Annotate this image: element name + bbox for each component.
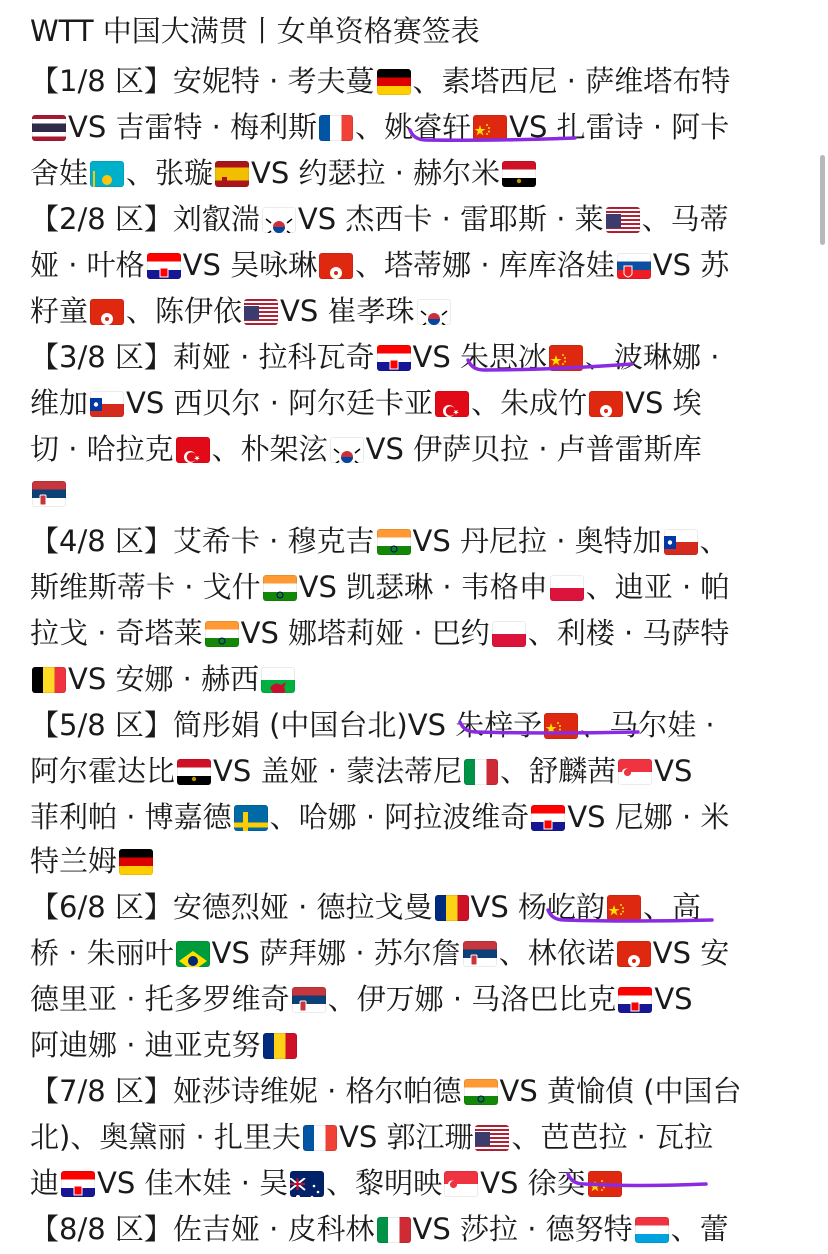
line-text: VS 吴咏琳 [182, 248, 318, 282]
line-text: 、利楼 · 马萨特 [527, 616, 730, 650]
line-text: 、姚睿轩 [355, 110, 472, 144]
line-text: 、朴架泫 [211, 432, 328, 466]
line-text: VS 西贝尔 · 阿尔廷卡亚 [126, 386, 434, 420]
line-text: 、迪亚 · 帕 [585, 570, 730, 604]
line-text: VS 丹尼拉 · 奥特加 [412, 524, 662, 558]
line-text: VS 埃 [625, 386, 702, 420]
line-text: 、伊万娜 · 马洛巴比克 [327, 982, 617, 1016]
line-text: 、素塔西尼 · 萨维塔布特 [412, 64, 731, 98]
line-text: 、朱成竹 [471, 386, 588, 420]
line-text: VS 伊萨贝拉 · 卢普雷斯库 [365, 432, 702, 466]
line-text: 阿尔霍达比 [30, 754, 176, 788]
line-text: 、高 [643, 890, 702, 924]
line-text: 、陈伊依 [126, 294, 243, 328]
line-text: VS 朱思冰 [412, 340, 548, 374]
line-text: 【4/8 区】艾希卡 · 穆克吉 [30, 524, 375, 558]
line-text: VS 杰西卡 · 雷耶斯 · 莱 [297, 202, 604, 236]
line-text: 切 · 哈拉克 [30, 432, 174, 466]
line-text: VS 安娜 · 赫西 [68, 662, 260, 696]
line-text: 、黎明映 [326, 1166, 443, 1200]
line-text: 、哈娜 · 阿拉波维奇 [269, 800, 530, 834]
line-text: 斯维斯蒂卡 · 戈什 [30, 570, 261, 604]
line-text: 【3/8 区】莉娅 · 拉科瓦奇 [30, 340, 375, 374]
line-text: VS 安 [652, 936, 730, 970]
line-text: VS 苏 [652, 248, 730, 282]
line-text: 北)、奥黛丽 · 扎里夫 [30, 1120, 301, 1154]
line-text: 、舒麟茜 [500, 754, 617, 788]
line-text: 桥 · 朱丽叶 [30, 936, 174, 970]
line-text: 德里亚 · 托多罗维奇 [30, 982, 290, 1016]
line-text: VS 尼娜 · 米 [567, 800, 730, 834]
line-text: 迪 [30, 1166, 60, 1200]
line-text: 【6/8 区】安德烈娅 · 德拉戈曼 [30, 890, 433, 924]
line-text: VS 崔孝珠 [280, 294, 415, 328]
line-text: 、蕾 [670, 1212, 729, 1246]
line-text: VS 约瑟拉 · 赫尔米 [251, 156, 501, 190]
line-text: 、张璇 [126, 156, 214, 190]
line-text: VS 莎拉 · 德努特 [412, 1212, 633, 1246]
line-text: 、塔蒂娜 · 库库洛娃 [355, 248, 615, 282]
page-title: WTT 中国大满贯丨女单资格赛签表 [30, 14, 480, 48]
line-text: VS 徐奕 [480, 1166, 586, 1200]
line-text: VS 佳木娃 · 吴 [97, 1166, 289, 1200]
line-text: VS 杨屹韵 [470, 890, 606, 924]
line-text: 籽童 [30, 294, 89, 328]
line-text: VS 吉雷特 · 梅利斯 [68, 110, 318, 144]
line-text: 【5/8 区】简彤娟 (中国台北)VS 朱梓予 [30, 708, 543, 742]
line-text: VS [654, 982, 693, 1016]
line-text: 阿迪娜 · 迪亚克努 [30, 1028, 261, 1062]
line-text: 、马蒂 [641, 202, 729, 236]
line-text: VS 郭江珊 [338, 1120, 474, 1154]
line-text: 【1/8 区】安妮特 · 考夫蔓 [30, 64, 375, 98]
line-text: 特兰姆 [30, 844, 118, 878]
line-text: 、 [699, 524, 729, 558]
line-text: VS 黄愉偵 (中国台 [499, 1074, 742, 1108]
line-text: VS 萨拜娜 · 苏尔詹 [211, 936, 461, 970]
line-text: 【8/8 区】佐吉娅 · 皮科林 [30, 1212, 375, 1246]
line-text: 、芭芭拉 · 瓦拉 [511, 1120, 714, 1154]
line-text: 拉戈 · 奇塔莱 [30, 616, 203, 650]
line-text: 、波琳娜 · [585, 340, 720, 374]
line-text: 【2/8 区】刘叡湍 [30, 202, 260, 236]
line-text: VS [654, 754, 693, 788]
line-text: VS 凯瑟琳 · 韦格申 [298, 570, 548, 604]
line-text: 【7/8 区】娅莎诗维妮 · 格尔帕德 [30, 1074, 462, 1108]
line-text: VS 娜塔莉娅 · 巴约 [240, 616, 490, 650]
line-text: VS 盖娅 · 蒙法蒂尼 [213, 754, 463, 788]
line-text: 、林依诺 [498, 936, 615, 970]
line-text: 舍娃 [30, 156, 89, 190]
line-text: VS 扎雷诗 · 阿卡 [509, 110, 730, 144]
line-text: 维加 [30, 386, 89, 420]
line-text: 菲利帕 · 博嘉德 [30, 800, 232, 834]
line-text: 、马尔娃 · [580, 708, 715, 742]
line-text: 娅 · 叶格 [30, 248, 145, 282]
scrollbar[interactable] [820, 155, 825, 245]
